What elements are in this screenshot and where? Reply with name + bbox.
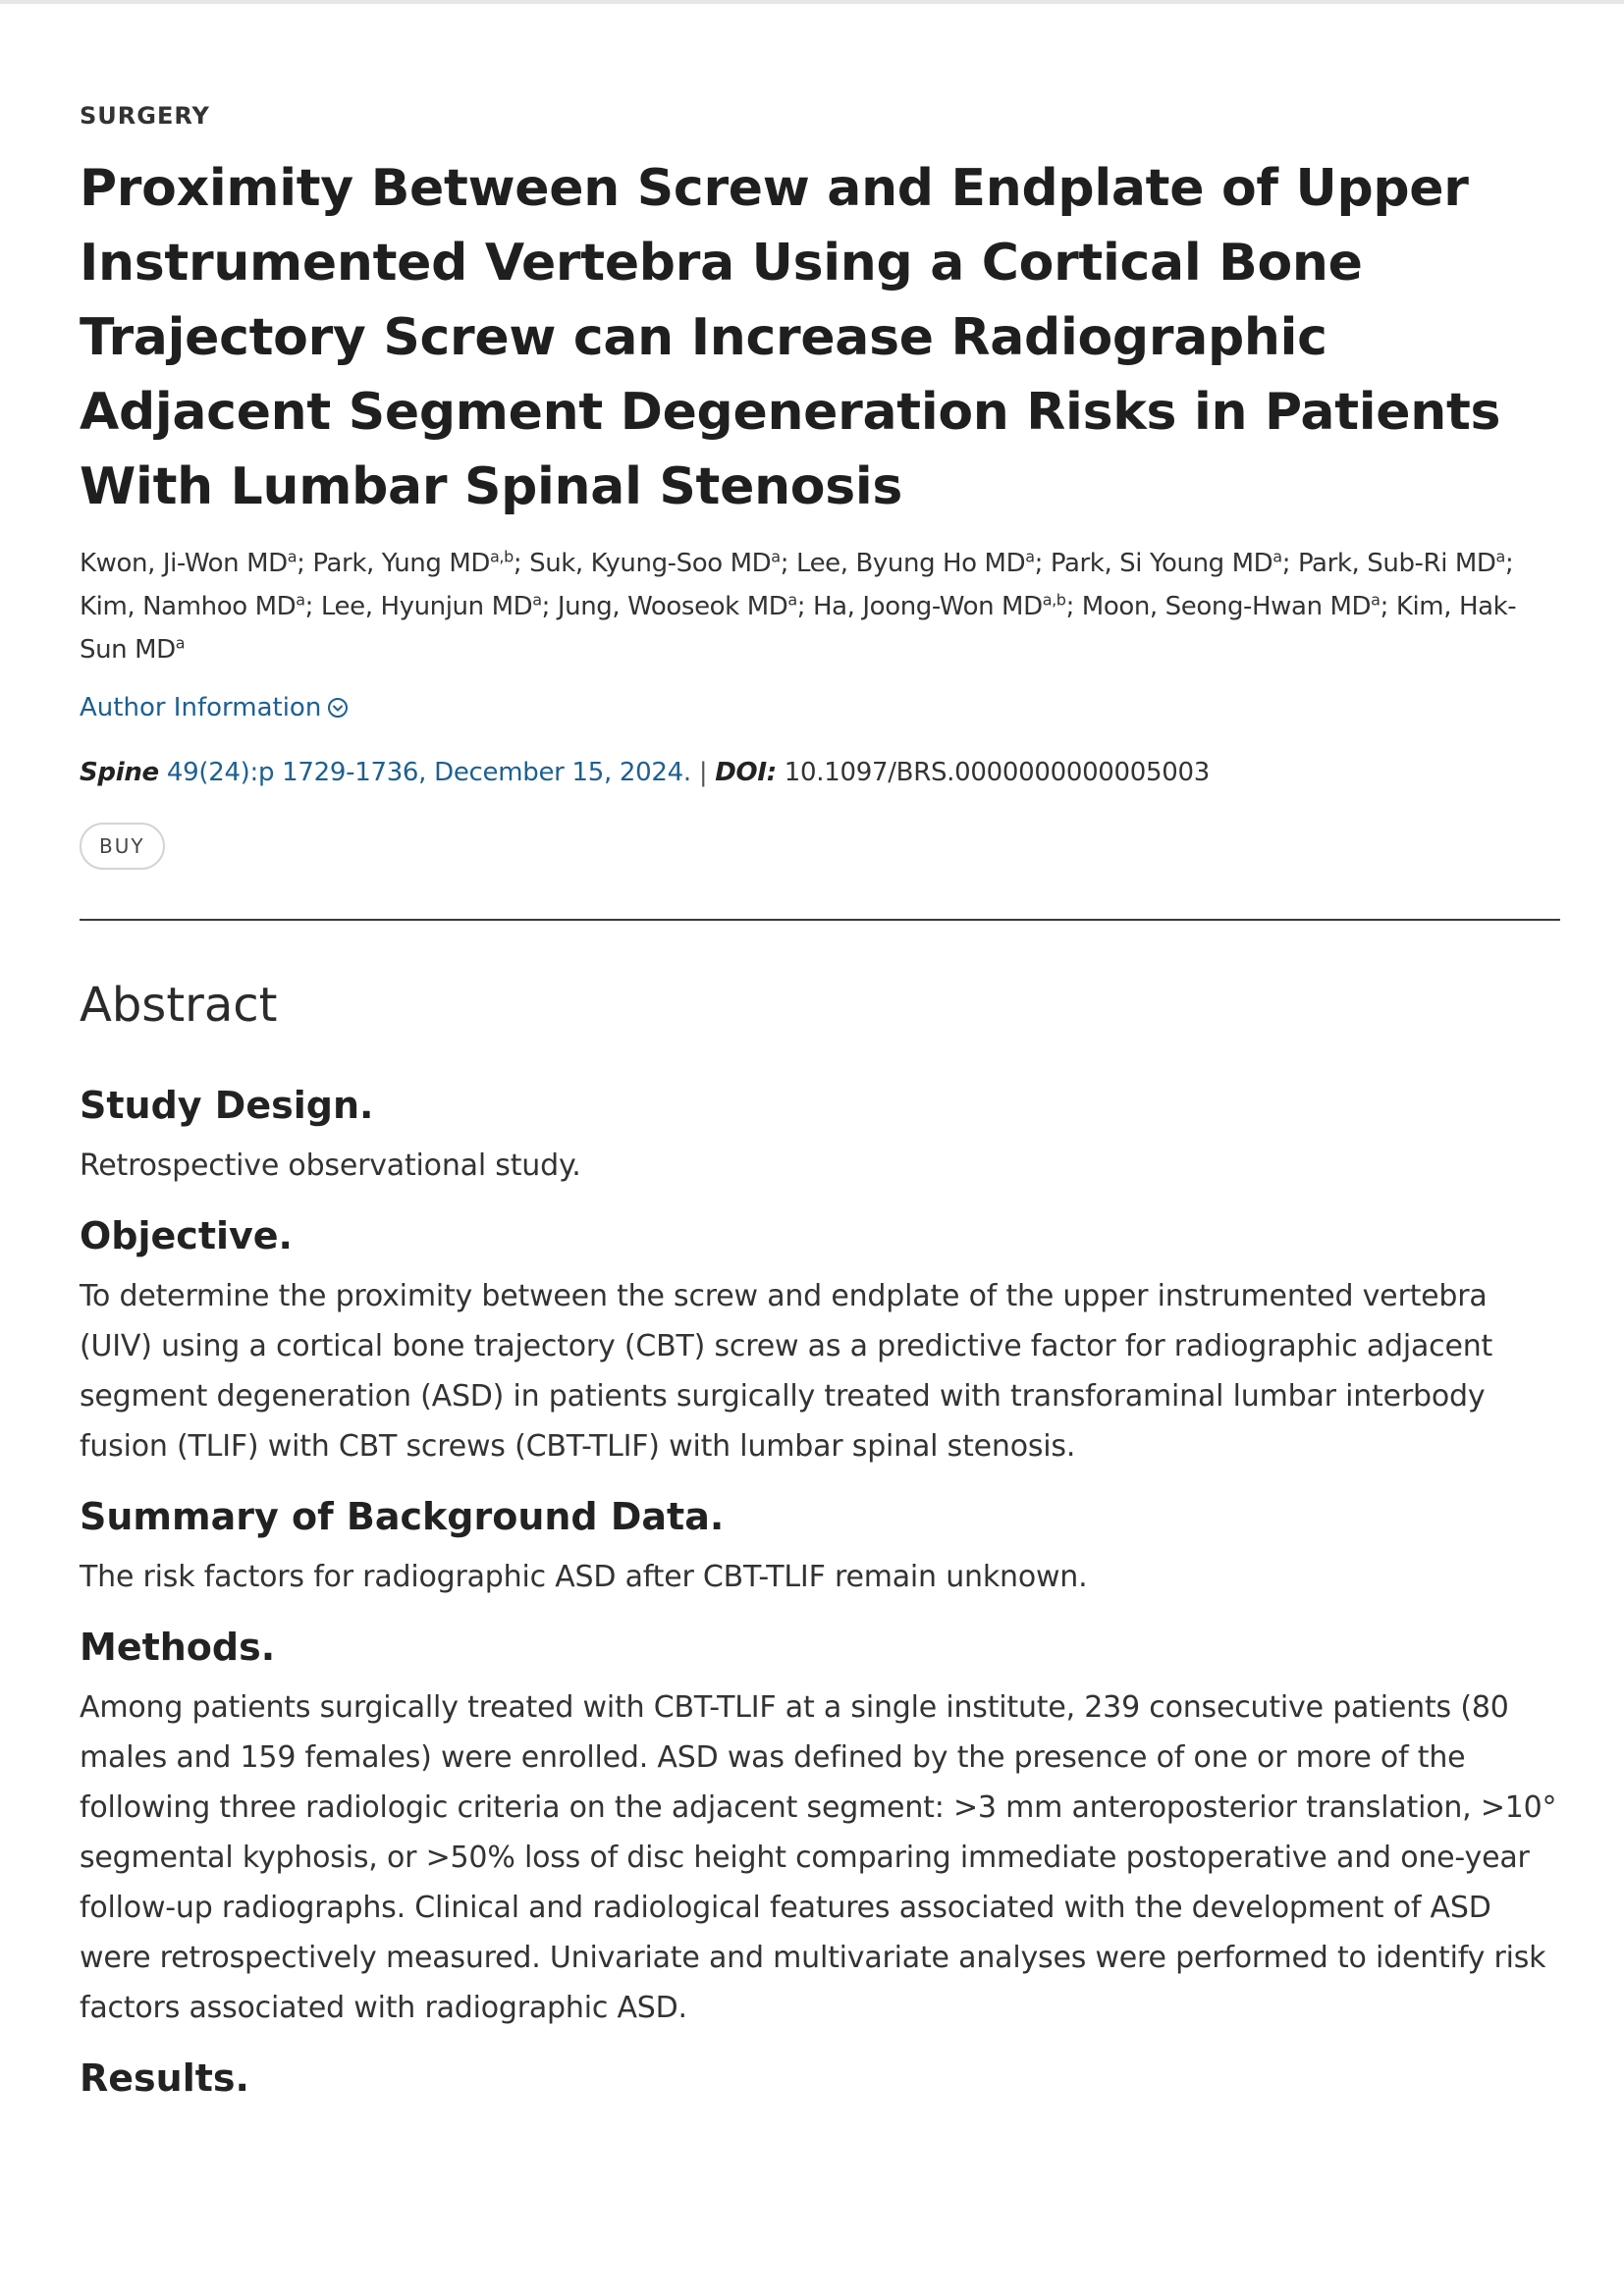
author-item: Park, Si Young $MD^a$; (1050, 547, 1298, 578)
author-item: Jung, Wooseok $MD^a$; (557, 590, 813, 621)
article-title: Proximity Between Screw and Endplate of Upper Instrumented Vertebra Using a Cortical Bone Trajectory Screw can Increase Radiographic Adjacent Segment Degeneration Risks in Patients With Lumbar Spinal Stenosis (80, 159, 1501, 516)
author-item: Park, Yung MD$^{a,b}$; (312, 547, 530, 578)
author-name: Kim, Hak-Sun MD (80, 592, 1517, 665)
objective-heading: Objective. (80, 1214, 293, 1257)
doi-label: DOI: (715, 758, 777, 787)
results-heading: Results. (80, 2056, 249, 2100)
background-heading: Summary of Background Data. (80, 1495, 725, 1538)
author-name: Jung, Wooseok MD (557, 592, 788, 621)
author-affiliation: a (296, 590, 305, 610)
divider (80, 919, 1560, 921)
author-item: Suk, Kyung-Soo $MD^a$; (529, 547, 796, 578)
article-page (80, 102, 1560, 2100)
background-text: The risk factors for radiographic ASD after CBT-TLIF remain unknown. (80, 1560, 1088, 1594)
author-item: Moon, Seong-Hwan $MD^a$; (1081, 590, 1396, 621)
study-design-text: Retrospective observational study. (80, 1148, 581, 1183)
author-list (80, 542, 1560, 671)
author-item: Kim, Namhoo $MD^a$; (80, 590, 321, 621)
objective-text: To determine the proximity between the screw and endplate of the upper instrumented vertebra (UIV) using a cortical bone trajectory (CBT) screw as a predictive factor for radiographic adjacent segment degeneration (ASD) in patients surgically treated with transforaminal lumbar interbody fusion (TLIF) with CBT screws (CBT-TLIF) with lumbar spinal stenosis. (80, 1279, 1493, 1464)
methods-heading: Methods. (80, 1626, 276, 1669)
chevron-down-icon (327, 697, 349, 719)
author-item: Park, Sub-Ri $MD^a$; (1297, 547, 1514, 578)
top-border (0, 0, 1624, 4)
author-name: Suk, Kyung-Soo MD (529, 549, 772, 578)
author-affiliation: a,b (490, 547, 514, 566)
author-name: Kwon, Ji-Won MD (80, 549, 288, 578)
author-affiliation: a (287, 547, 298, 566)
author-name: Lee, Hyunjun MD (320, 592, 533, 621)
author-name: Ha, Joong-Won MD (813, 592, 1043, 621)
study-design-heading: Study Design. (80, 1084, 374, 1127)
citation-separator: | (698, 758, 708, 787)
author-name: Kim, Namhoo MD (80, 592, 297, 621)
issue-link[interactable]: 49(24):p 1729-1736, December 15, 2024. (166, 758, 691, 787)
section-label[interactable]: SURGERY (80, 102, 210, 130)
author-affiliation: a (1371, 590, 1380, 610)
author-affiliation: a (1272, 547, 1282, 566)
author-affiliation: a,b (1042, 590, 1066, 610)
doi-value: 10.1097/BRS.0000000000005003 (784, 758, 1211, 787)
citation-line (80, 758, 1560, 787)
author-information-toggle[interactable] (80, 693, 349, 722)
author-affiliation: a (771, 547, 781, 566)
author-information-label: Author Information (80, 693, 322, 722)
author-name: Park, Yung MD (312, 549, 490, 578)
author-item: Kwon, Ji-Won $MD^a$; (80, 547, 313, 578)
author-affiliation: a (532, 590, 542, 610)
author-affiliation: a (175, 633, 186, 653)
author-affiliation: a (787, 590, 797, 610)
author-name: Park, Sub-Ri MD (1297, 549, 1496, 578)
author-item: Lee, Hyunjun $MD^a$; (320, 590, 558, 621)
methods-text: Among patients surgically treated with CBT-TLIF at a single institute, 239 consecutive patients (80 males and 159 females) were enrolled. ASD was defined by the presence of one or more of the following three radiologic criteria on the adjacent segment: >3 mm anteroposterior translation, >10° segmental kyphosis, or >50% loss of disc height comparing immediate postoperative and one-year follow-up radiographs. Clinical and radiological features associated with the development of ASD were retrospectively measured. Univariate and multivariate analyses were performed to identify risk factors associated with radiographic ASD. (80, 1690, 1557, 2025)
buy-button[interactable]: BUY (80, 823, 165, 870)
abstract-heading: Abstract (80, 978, 278, 1033)
author-name: Lee, Byung Ho MD (795, 549, 1026, 578)
author-affiliation: a (1495, 547, 1505, 566)
journal-name: Spine (80, 758, 159, 787)
author-item: Lee, Byung Ho $MD^a$; (795, 547, 1051, 578)
author-affiliation: a (1025, 547, 1035, 566)
author-name: Moon, Seong-Hwan MD (1081, 592, 1372, 621)
author-item: Ha, Joong-Won MD$^{a,b}$; (813, 590, 1082, 621)
author-name: Park, Si Young MD (1050, 549, 1273, 578)
